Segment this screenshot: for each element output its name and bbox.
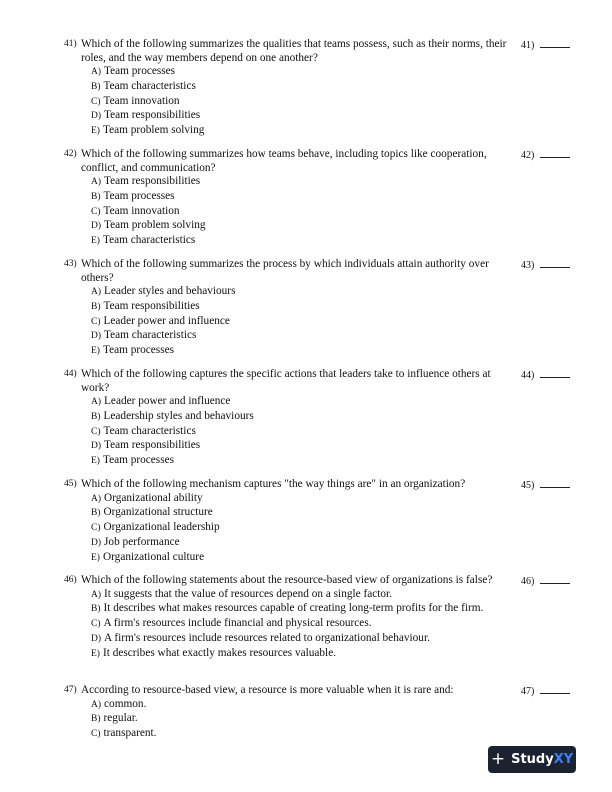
option-c: C) transparent. — [91, 727, 157, 740]
option-e: E) Organizational culture — [91, 550, 205, 563]
plus-icon: + — [490, 749, 506, 769]
option-d: D) Job performance — [91, 535, 180, 548]
question-text: According to resource-based view, a resource is more valuable when it is rare and: — [81, 684, 454, 696]
option-b: B) It describes what makes resources capable of creating long-term profits for the firm. — [91, 602, 484, 615]
option-a: A) Team processes — [91, 65, 176, 77]
answer-blank[interactable]: 47) — [521, 684, 570, 697]
options-list — [91, 65, 574, 139]
option-d: D) Team responsibilities — [91, 439, 201, 452]
options-list — [91, 588, 574, 662]
option-b: B) Team characteristics — [91, 79, 196, 92]
option-b: B) Team responsibilities — [91, 299, 200, 312]
question-text: Which of the following summarizes how teams behave, including topics like cooperation, conflict, and communication? — [81, 148, 487, 174]
option-a: A) common. — [91, 697, 147, 710]
question-number: 45) — [64, 479, 77, 489]
studyxy-logo: + Study XY — [488, 746, 576, 773]
options-list — [91, 175, 574, 249]
question-43 — [64, 258, 574, 359]
options-list — [91, 395, 574, 469]
question-number: 47) — [64, 685, 77, 695]
question-number: 42) — [64, 149, 77, 159]
option-d: D) A firm's resources include resources related to organizational behaviour. — [91, 631, 430, 644]
answer-blank[interactable]: 41) — [521, 38, 570, 51]
option-d: D) Team characteristics — [91, 329, 197, 342]
options-list — [91, 698, 574, 742]
option-b: B) regular. — [91, 712, 138, 725]
option-c: C) A firm's resources include financial and physical resources. — [91, 617, 372, 630]
option-b: B) Team processes — [91, 189, 175, 202]
option-a: A) It suggests that the value of resources depend on a single factor. — [91, 587, 393, 600]
option-d: D) Team responsibilities — [91, 109, 201, 122]
question-44 — [64, 368, 574, 469]
question-41 — [64, 38, 574, 139]
option-c: C) Team innovation — [91, 94, 180, 107]
option-a: A) Organizational ability — [91, 491, 203, 504]
options-list — [91, 492, 574, 566]
option-e: E) Team processes — [91, 454, 175, 467]
question-46 — [64, 574, 574, 661]
question-number: 46) — [64, 575, 77, 585]
option-e: E) Team processes — [91, 344, 175, 357]
answer-blank[interactable]: 45) — [521, 478, 570, 491]
question-number: 41) — [64, 39, 77, 49]
option-c: C) Team innovation — [91, 204, 180, 217]
option-b: B) Leadership styles and behaviours — [91, 409, 254, 422]
options-list — [91, 285, 574, 359]
option-e: E) Team problem solving — [91, 124, 205, 137]
question-45 — [64, 478, 574, 565]
option-a: A) Leader power and influence — [91, 395, 231, 407]
answer-blank[interactable]: 42) — [521, 148, 570, 161]
option-b: B) Organizational structure — [91, 506, 213, 519]
question-text: Which of the following summarizes the process by which individuals attain authority over others? — [81, 258, 489, 284]
option-e: E) It describes what exactly makes resources valuable. — [91, 646, 337, 659]
question-47 — [64, 684, 574, 742]
option-d: D) Team problem solving — [91, 219, 206, 232]
option-c: C) Leader power and influence — [91, 314, 230, 327]
question-text: Which of the following mechanism captures "the way things are" in an organization? — [81, 478, 466, 490]
option-a: A) Team responsibilities — [91, 175, 201, 187]
question-number: 44) — [64, 369, 77, 379]
option-c: C) Organizational leadership — [91, 521, 220, 534]
question-42 — [64, 148, 574, 249]
question-text: Which of the following summarizes the qualities that teams possess, such as their norms, their roles, and the way members depend on one another? — [81, 38, 507, 64]
answer-blank[interactable]: 46) — [521, 574, 570, 587]
answer-blank[interactable]: 43) — [521, 258, 570, 271]
question-text: Which of the following captures the specific actions that leaders take to influence others at work? — [81, 368, 491, 394]
question-number: 43) — [64, 259, 77, 269]
option-e: E) Team characteristics — [91, 234, 196, 247]
option-c: C) Team characteristics — [91, 424, 196, 437]
answer-blank[interactable]: 44) — [521, 368, 570, 381]
question-text: Which of the following statements about the resource-based view of organizations is false? — [81, 574, 493, 586]
option-a: A) Leader styles and behaviours — [91, 285, 236, 297]
